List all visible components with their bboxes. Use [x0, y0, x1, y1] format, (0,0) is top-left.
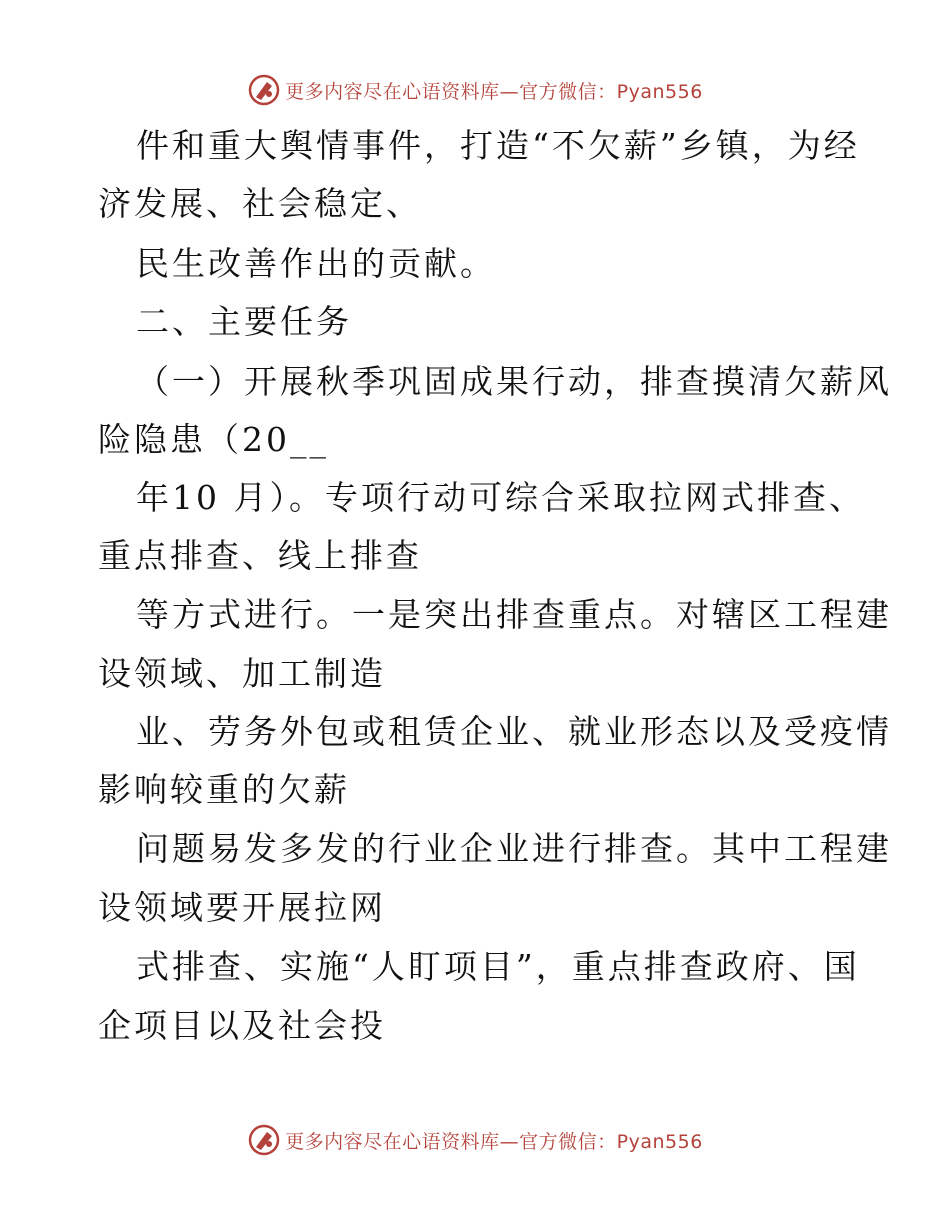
paragraph-line: 等方式进行。一是突出排查重点。对辖区工程建 — [136, 595, 892, 634]
brand-logo-icon — [247, 1123, 281, 1157]
paragraph-line: 问题易发多发的行业企业进行排查。其中工程建 — [136, 829, 892, 868]
header-banner — [0, 70, 950, 110]
paragraph-line: 企项目以及社会投 — [98, 1006, 386, 1045]
paragraph-line: （一）开展秋季巩固成果行动，排查摸清欠薪风 — [136, 362, 892, 401]
paragraph-line: 险隐患（20__ — [98, 420, 329, 459]
footer-banner — [0, 1120, 950, 1160]
paragraph-line: 影响较重的欠薪 — [98, 770, 350, 809]
footer-banner-text: 更多内容尽在心语资料库—官方微信：Pyan556 — [285, 1130, 703, 1153]
paragraph-line: 设领域、加工制造 — [98, 654, 386, 693]
paragraph-line: 设领域要开展拉网 — [98, 888, 386, 927]
paragraph-line: 业、劳务外包或租赁企业、就业形态以及受疫情 — [136, 712, 892, 751]
paragraph-line: 济发展、社会稳定、 — [98, 184, 422, 223]
brand-logo-icon — [247, 73, 281, 107]
paragraph-line: 民生改善作出的贡献。 — [136, 244, 496, 283]
paragraph-line: 式排查、实施“人盯项目”，重点排查政府、国 — [136, 947, 860, 986]
header-banner-inner — [247, 73, 703, 107]
paragraph-line: 年10 月）。专项行动可综合采取拉网式排查、 — [136, 478, 865, 517]
paragraph-line: 件和重大舆情事件，打造“不欠薪”乡镇，为经 — [136, 126, 860, 165]
footer-banner-inner — [247, 1123, 703, 1157]
section-heading: 二、主要任务 — [136, 302, 352, 341]
paragraph-line: 重点排查、线上排查 — [98, 536, 422, 575]
header-banner-text: 更多内容尽在心语资料库—官方微信：Pyan556 — [285, 80, 703, 103]
